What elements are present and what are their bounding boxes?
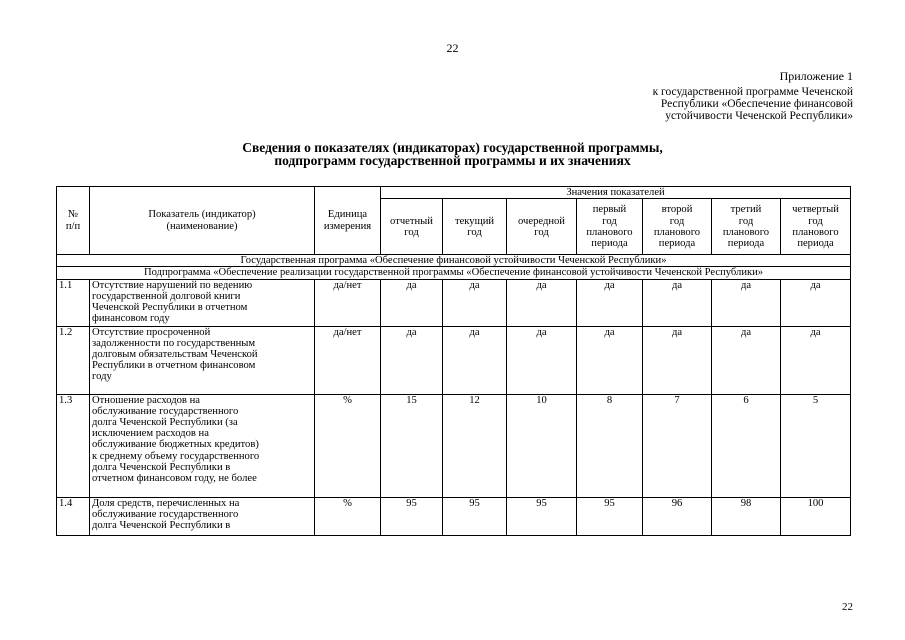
value-cell: да: [381, 326, 443, 394]
header-year-next: очередной год: [507, 199, 577, 255]
indicator-name: Отсутствие нарушений по ведению государственной долговой книги Чеченской Республики в отчетном финансовом году: [90, 279, 315, 326]
appendix-subtitle-line: устойчивости Чеченской Республики»: [665, 110, 853, 122]
appendix-subtitle: [563, 86, 853, 122]
document-title-line: Сведения о показателях (индикаторах) государственной программы,: [242, 140, 663, 155]
value-cell: 95: [381, 497, 443, 535]
value-cell: да: [781, 326, 851, 394]
unit-cell: %: [315, 394, 381, 497]
appendix-subtitle-line: Республики «Обеспечение финансовой: [660, 98, 853, 110]
value-cell: 15: [381, 394, 443, 497]
header-plan-year-2: второй год планового периода: [643, 199, 712, 255]
indicator-name: Отношение расходов на обслуживание государственного долга Чеченской Республики (за исключением расходов на обслуживание бюджетных кредитов) к среднему объему государственного долга Чеченской Республики в отчетном финансовом году, не более: [90, 394, 315, 497]
header-unit: Единица измерения: [315, 187, 381, 255]
value-cell: да: [443, 279, 507, 326]
value-cell: да: [643, 326, 712, 394]
value-cell: да: [577, 326, 643, 394]
value-cell: 12: [443, 394, 507, 497]
subprogram-title: Подпрограмма «Обеспечение реализации государственной программы «Обеспечение финансовой устойчивости Чеченской Республики»: [57, 267, 851, 279]
row-number: 1.1: [57, 279, 90, 326]
header-indicator: Показатель (индикатор) (наименование): [90, 187, 315, 255]
header-plan-year-3: третий год планового периода: [712, 199, 781, 255]
table-body: [57, 255, 851, 535]
value-cell: 96: [643, 497, 712, 535]
unit-cell: %: [315, 497, 381, 535]
document-title-line: подпрограмм государственной программы и их значениях: [274, 153, 631, 168]
value-cell: 98: [712, 497, 781, 535]
header-num: № п/п: [57, 187, 90, 255]
document-title: [0, 141, 905, 167]
value-cell: да: [643, 279, 712, 326]
unit-cell: да/нет: [315, 326, 381, 394]
header-plan-year-4: четвертый год планового периода: [781, 199, 851, 255]
value-cell: да: [507, 326, 577, 394]
value-cell: 100: [781, 497, 851, 535]
value-cell: 5: [781, 394, 851, 497]
table-row: [57, 279, 851, 326]
value-cell: 95: [577, 497, 643, 535]
indicators-table: [56, 186, 851, 536]
unit-cell: да/нет: [315, 279, 381, 326]
value-cell: 7: [643, 394, 712, 497]
value-cell: да: [712, 279, 781, 326]
table-row: [57, 497, 851, 535]
indicator-name: Отсутствие просроченной задолженности по государственным долговым обязательствам Чеченской Республики в отчетном финансовом году: [90, 326, 315, 394]
row-number: 1.2: [57, 326, 90, 394]
value-cell: да: [712, 326, 781, 394]
header-year-reporting: отчетный год: [381, 199, 443, 255]
program-title: Государственная программа «Обеспечение финансовой устойчивости Чеченской Республики»: [57, 255, 851, 267]
value-cell: 95: [507, 497, 577, 535]
value-cell: да: [507, 279, 577, 326]
appendix-label: Приложение 1: [779, 69, 853, 83]
value-cell: 6: [712, 394, 781, 497]
indicator-name: Доля средств, перечисленных на обслуживание государственного долга Чеченской Республики в: [90, 497, 315, 535]
table-header: [57, 187, 851, 255]
header-values-group: Значения показателей: [381, 187, 851, 199]
row-number: 1.4: [57, 497, 90, 535]
row-number: 1.3: [57, 394, 90, 497]
value-cell: да: [577, 279, 643, 326]
page-number-bottom: 22: [842, 601, 853, 613]
value-cell: да: [381, 279, 443, 326]
header-plan-year-1: первый год планового периода: [577, 199, 643, 255]
program-row: [57, 255, 851, 267]
header-year-current: текущий год: [443, 199, 507, 255]
page-number-top: 22: [446, 41, 459, 55]
subprogram-row: [57, 267, 851, 279]
value-cell: да: [781, 279, 851, 326]
table-row: [57, 326, 851, 394]
table-row: [57, 394, 851, 497]
appendix-subtitle-line: к государственной программе Чеченской: [652, 86, 853, 98]
value-cell: 10: [507, 394, 577, 497]
value-cell: 95: [443, 497, 507, 535]
value-cell: да: [443, 326, 507, 394]
value-cell: 8: [577, 394, 643, 497]
